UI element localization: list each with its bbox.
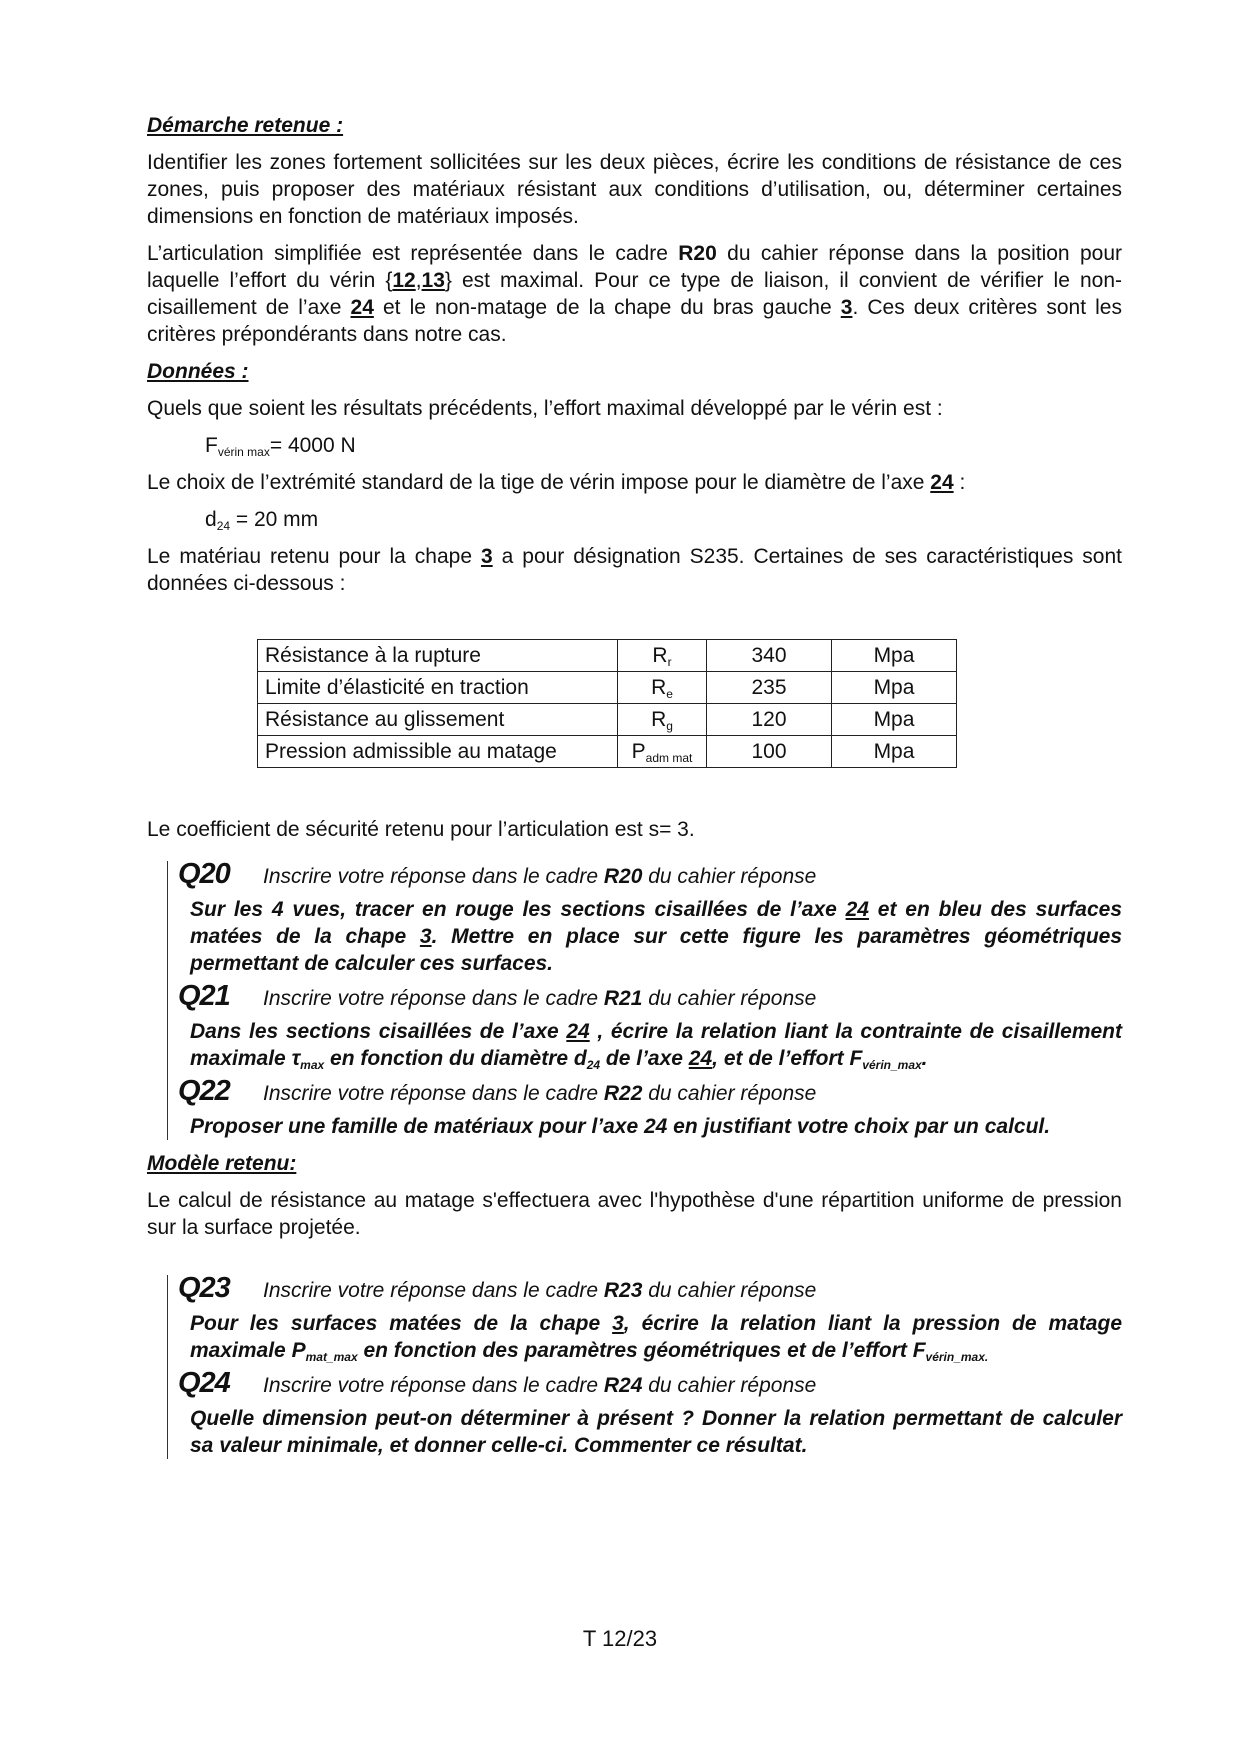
property-unit: Mpa [832,672,957,704]
force-value: $F_{vérin max}= 4000$ N [205,434,356,459]
question-instruction: Inscrire votre réponse dans le cadre R22 du cahier réponse [263,1082,817,1105]
property-name: Résistance au glissement [258,704,618,736]
modele-paragraph: Le calcul de résistance au matage s'effectuera avec l'hypothèse d'une répartition uniforme de pression sur la surface projetée. [147,1189,1122,1239]
page-number: T 12/23 [582,1626,658,1651]
property-symbol: $P_{adm mat}$ [618,736,707,768]
question-q21-header [178,980,1122,1012]
donnees-paragraph-2: Le choix de l’extrémité standard de la tige de vérin impose pour le diamètre de l’axe 24 : [147,471,966,494]
question-q24-text: Quelle dimension peut-on déterminer à présent ? Donner la relation permettant de calculer sa valeur minimale, et donner celle-ci. Commenter ce résultat. [190,1407,1122,1457]
question-instruction: Inscrire votre réponse dans le cadre R20 du cahier réponse [263,865,817,888]
question-instruction: Inscrire votre réponse dans le cadre R24 du cahier réponse [263,1374,817,1397]
property-value: 100 [707,736,832,768]
question-q23-text: Pour les surfaces matées de la chape 3, écrire la relation liant la pression de matage maximale $P_{mat\_max}$ en fonction des paramètres géométriques et de l’effort $F_{vérin\_max.}$ [190,1312,1122,1364]
question-instruction: Inscrire votre réponse dans le cadre R23 du cahier réponse [263,1279,817,1302]
demarche-paragraph-1: Identifier les zones fortement sollicitées sur les deux pièces, écrire les conditions de résistance de ces zones, puis proposer des matériaux résistant aux conditions d’utilisation, ou, déterminer certaines dimensions en fonction de matériaux imposés. [147,151,1122,228]
diameter-value: $d_{24} = 20$ mm [205,508,319,533]
question-q20-text: Sur les 4 vues, tracer en rouge les sections cisaillées de l’axe 24 et en bleu des surfaces matées de la chape 3. Mettre en place sur cette figure les paramètres géométriques permettant de calculer ces surfaces. [190,898,1123,975]
questions-block-2 [167,1272,1122,1459]
property-unit: Mpa [832,640,957,672]
property-symbol: $R_g$ [618,704,707,736]
property-name: Pression admissible au matage [258,736,618,768]
safety-coefficient: Le coefficient de sécurité retenu pour l’articulation est s= 3. [147,818,695,841]
question-q24-header [178,1367,1122,1399]
donnees-paragraph-3: Le matériau retenu pour la chape 3 a pour désignation S235. Certaines de ses caractéristiques sont données ci-dessous : [147,545,1122,595]
questions-block-1 [167,858,1123,1140]
question-q22-text: Proposer une famille de matériaux pour l’axe 24 en justifiant votre choix par un calcul. [190,1115,1051,1138]
property-value: 340 [707,640,832,672]
table-row [258,672,957,704]
table-row [258,704,957,736]
question-instruction: Inscrire votre réponse dans le cadre R21 du cahier réponse [263,987,817,1010]
property-symbol: $R_r$ [618,640,707,672]
property-name: Résistance à la rupture [258,640,618,672]
donnees-heading: Données : [147,360,249,383]
property-value: 235 [707,672,832,704]
page-content [147,112,1122,1469]
table-row [258,736,957,768]
demarche-paragraph-2: L’articulation simplifiée est représentée dans le cadre R20 du cahier réponse dans la position pour laquelle l’effort du vérin {12,13} est maximal. Pour ce type de liaison, il convient de vérifier le non-cisaillement de l’axe 24 et le non-matage de la chape du bras gauche 3. Ces deux critères sont les critères prépondérants dans notre cas. [147,242,1122,346]
question-number: Q23 [178,1272,230,1304]
question-number: Q22 [178,1075,230,1107]
question-q23-header [178,1272,1122,1304]
question-q22-header [178,1075,1122,1107]
table-row [258,640,957,672]
donnees-paragraph-1: Quels que soient les résultats précédents, l’effort maximal développé par le vérin est : [147,397,943,420]
demarche-heading: Démarche retenue : [147,114,344,137]
question-number: Q21 [178,980,230,1012]
question-number: Q20 [178,858,230,890]
question-q20-header [178,858,1122,890]
material-properties-table [257,639,957,768]
question-q21-text: Dans les sections cisaillées de l’axe 24 , écrire la relation liant la contrainte de cisaillement maximale $\tau_{max}$ en fonction du diamètre $d_{24}$ de l’axe 24, et de l’effort $F_{vérin\_max}$. [190,1020,1122,1072]
property-name: Limite d’élasticité en traction [258,672,618,704]
property-unit: Mpa [832,736,957,768]
question-number: Q24 [178,1367,230,1399]
modele-heading: Modèle retenu: [147,1152,297,1175]
property-symbol: $R_e$ [618,672,707,704]
property-unit: Mpa [832,704,957,736]
property-value: 120 [707,704,832,736]
